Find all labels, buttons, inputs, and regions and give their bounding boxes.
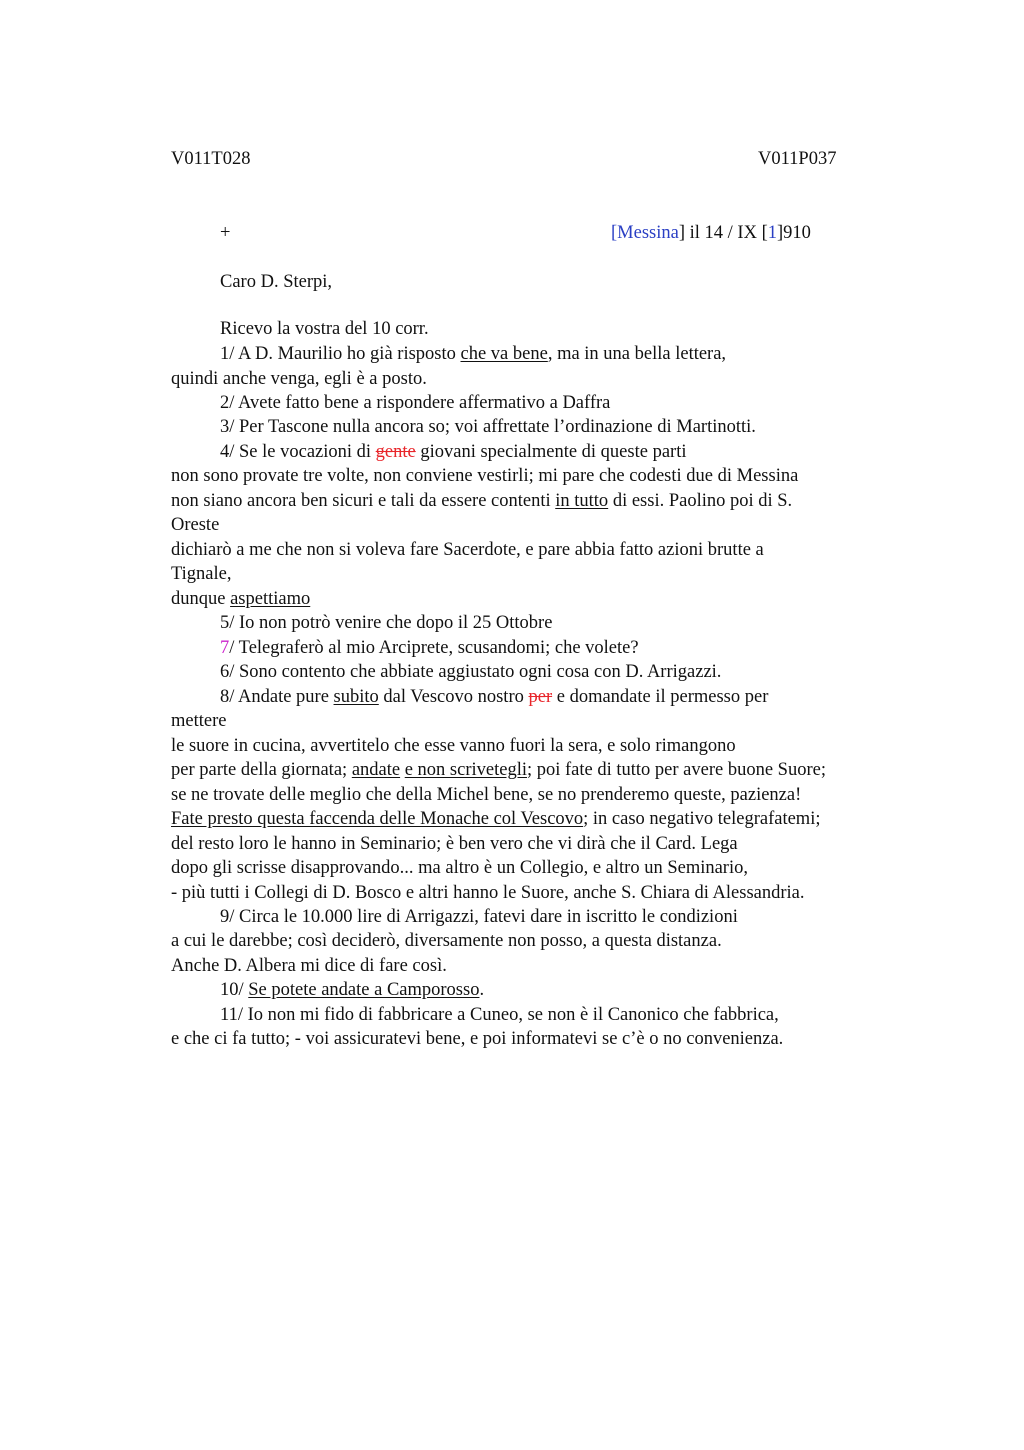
- text-run: giovani specialmente di queste parti: [415, 442, 687, 462]
- point-4-line-5: dichiarò a me che non si voleva fare Sacerdote, e pare abbia fatto azioni brutte a: [171, 540, 764, 560]
- place-name: Messina: [617, 223, 679, 243]
- underlined-text: e non scrivetegli: [404, 760, 527, 780]
- point-8-line-8: dopo gli scrisse disapprovando... ma altro è un Collegio, e altro un Seminario,: [171, 858, 748, 878]
- salutation: Caro D. Sterpi,: [220, 272, 333, 292]
- point-8-line-1: [220, 688, 768, 707]
- point-11-line-1: 11/ Io non mi fido di fabbricare a Cuneo, se non è il Canonico che fabbrica,: [220, 1005, 779, 1025]
- intro-line: Ricevo la vostra del 10 corr.: [220, 319, 429, 339]
- text-run: non siano ancora ben sicuri e tali da essere contenti: [171, 491, 556, 511]
- point-1-line-1: [220, 345, 726, 364]
- cross-mark: +: [220, 223, 231, 243]
- date-end: ]910: [777, 223, 811, 243]
- text-run: 8/ Andate pure: [220, 687, 334, 707]
- deleted-text: gente: [375, 442, 416, 462]
- document-code-left: V011T028: [171, 149, 251, 169]
- point-4-line-3: [171, 492, 792, 511]
- point-2: 2/ Avete fatto bene a rispondere affermativo a Daffra: [220, 393, 611, 413]
- underlined-text: in tutto: [555, 491, 609, 511]
- point-3: 3/ Per Tascone nulla ancora so; voi affrettate l’ordinazione di Martinotti.: [220, 417, 756, 437]
- year-digit: 1: [767, 223, 777, 243]
- text-run: 1/ A D. Maurilio ho già risposto: [220, 344, 461, 364]
- underlined-text: che va bene: [460, 344, 548, 364]
- point-4-line-2: non sono provate tre volte, non conviene vestirli; mi pare che codesti due di Messina: [171, 466, 799, 486]
- text-run: 4/ Se le vocazioni di: [220, 442, 376, 462]
- text-run: .: [479, 980, 485, 1000]
- point-9-line-1: 9/ Circa le 10.000 lire di Arrigazzi, fatevi dare in iscritto le condizioni: [220, 907, 738, 927]
- point-4-line-6: Tignale,: [171, 564, 232, 584]
- point-4-line-7: [171, 590, 310, 609]
- point-1-line-2: quindi anche venga, egli è a posto.: [171, 369, 427, 389]
- point-8-line-6: [171, 810, 820, 829]
- point-8-line-7: del resto loro le hanno in Seminario; è ben vero che vi dirà che il Card. Lega: [171, 834, 738, 854]
- dateline: [611, 224, 811, 243]
- point-10: [220, 981, 484, 1000]
- point-4-line-4: Oreste: [171, 515, 220, 535]
- text-run: ; in caso negativo telegrafatemi;: [583, 809, 821, 829]
- text-run: , ma in una bella lettera,: [547, 344, 727, 364]
- text-run: / Telegraferò al mio Arciprete, scusandomi; che volete?: [229, 638, 639, 658]
- point-8-line-4: [171, 761, 826, 780]
- point-number: 7: [220, 638, 230, 658]
- point-9-line-2: a cui le darebbe; così deciderò, diversamente non posso, a questa distanza.: [171, 931, 722, 951]
- point-6: 6/ Sono contento che abbiate aggiustato ogni cosa con D. Arrigazzi.: [220, 662, 722, 682]
- underlined-text: aspettiamo: [230, 589, 311, 609]
- bracket-open: [: [611, 223, 618, 243]
- text-run: 10/: [220, 980, 249, 1000]
- deleted-text: per: [528, 687, 553, 707]
- underlined-text: subito: [333, 687, 379, 707]
- bracket-close: ]: [678, 223, 686, 243]
- point-8-line-2: mettere: [171, 711, 227, 731]
- text-run: dunque: [171, 589, 231, 609]
- point-9-line-3: Anche D. Albera mi dice di fare così.: [171, 956, 447, 976]
- text-run: di essi. Paolino poi di S.: [608, 491, 793, 511]
- underlined-text: andate: [351, 760, 401, 780]
- underlined-text: Se potete andate a Camporosso: [248, 980, 480, 1000]
- text-run: per parte della giornata;: [171, 760, 352, 780]
- point-8-line-5: se ne trovate delle meglio che della Michel bene, se no prenderemo queste, pazienza!: [171, 785, 802, 805]
- text-run: e domandate il permesso per: [552, 687, 769, 707]
- point-4-line-1: [220, 443, 686, 462]
- text-run: dal Vescovo nostro: [378, 687, 529, 707]
- date-text: il 14 / IX [: [685, 223, 768, 243]
- point-5: 5/ Io non potrò venire che dopo il 25 Ottobre: [220, 613, 553, 633]
- point-7: [220, 639, 639, 658]
- document-code-right: V011P037: [758, 149, 837, 169]
- text-run: ; poi fate di tutto per avere buone Suore;: [526, 760, 826, 780]
- point-8-line-3: le suore in cucina, avvertitelo che esse vanno fuori la sera, e solo rimangono: [171, 736, 736, 756]
- point-8-line-9: - più tutti i Collegi di D. Bosco e altri hanno le Suore, anche S. Chiara di Alessandria.: [171, 883, 805, 903]
- point-11-line-2: e che ci fa tutto; - voi assicuratevi bene, e poi informatevi se c’è o no convenienza.: [171, 1029, 784, 1049]
- underlined-text: Fate presto questa faccenda delle Monache col Vescovo: [171, 809, 584, 829]
